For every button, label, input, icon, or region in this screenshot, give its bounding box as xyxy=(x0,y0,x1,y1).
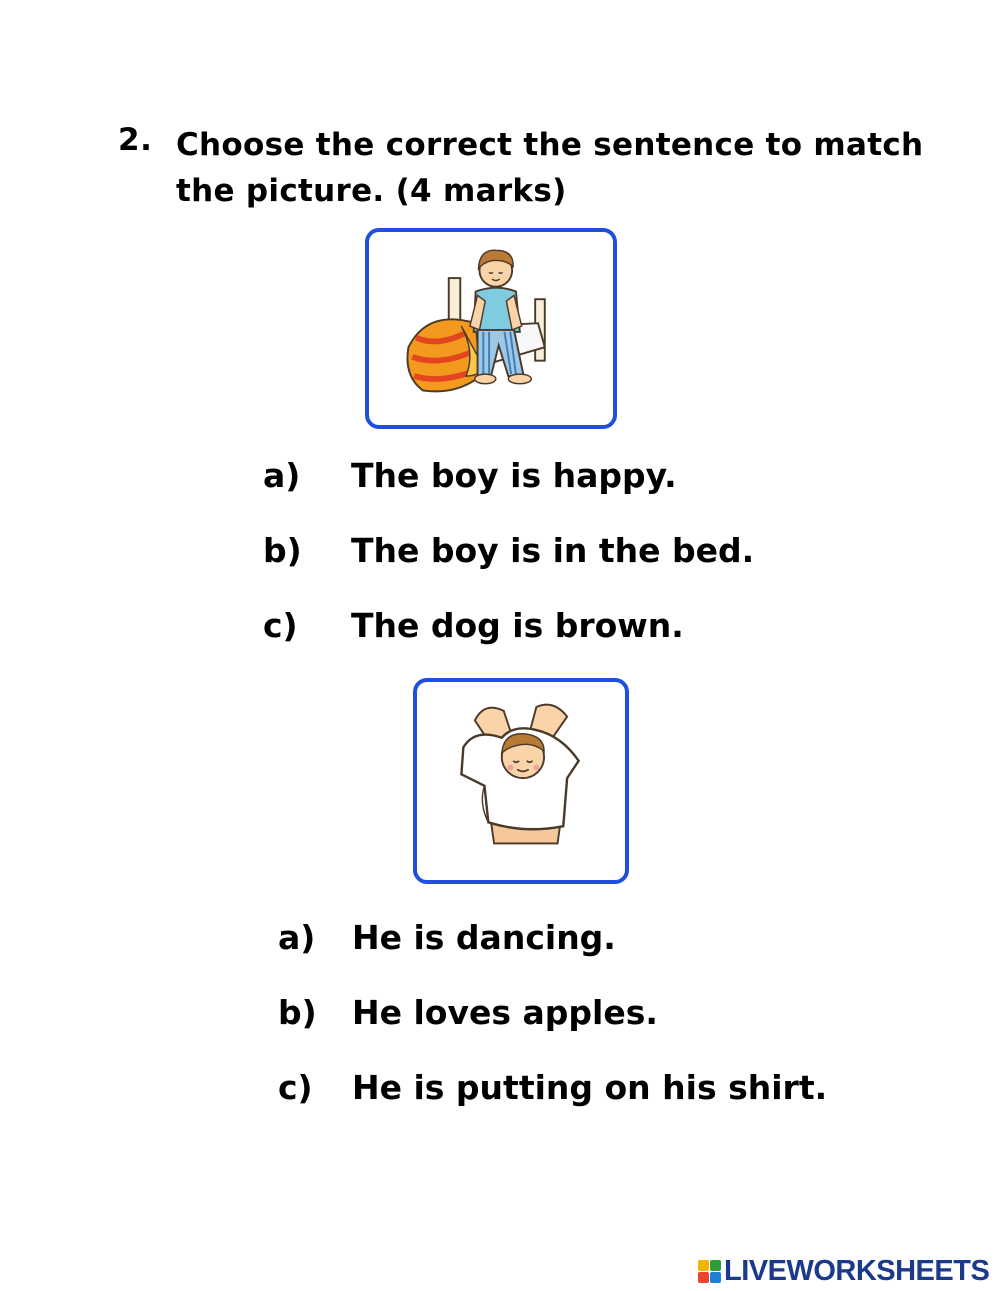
option-text: The boy is happy. xyxy=(351,456,677,495)
logo-text: LIVEWORKSHEETS xyxy=(724,1254,990,1287)
option-letter: b) xyxy=(263,531,302,570)
question-text: Choose the correct the sentence to match the picture. (4 marks) xyxy=(176,127,924,209)
logo-block xyxy=(698,1260,709,1271)
option-letter: a) xyxy=(263,456,301,495)
picture-boy-putting-on-shirt xyxy=(413,678,629,884)
option-text: He is dancing. xyxy=(352,918,616,957)
option-letter: b) xyxy=(278,993,317,1032)
question-number: 2. xyxy=(118,122,153,158)
liveworksheets-logo[interactable] xyxy=(698,1254,989,1288)
logo-blocks-icon xyxy=(698,1260,721,1283)
logo-block xyxy=(710,1272,721,1283)
logo-block xyxy=(710,1260,721,1271)
option-text: He is putting on his shirt. xyxy=(352,1068,828,1107)
option-text: The boy is in the bed. xyxy=(351,531,755,570)
picture-boy-sitting-on-bed xyxy=(365,228,617,429)
option-letter: c) xyxy=(278,1068,313,1107)
option-letter: a) xyxy=(278,918,316,957)
option-letter: c) xyxy=(263,606,298,645)
logo-block xyxy=(698,1272,709,1283)
option-text: He loves apples. xyxy=(352,993,658,1032)
option-text: The dog is brown. xyxy=(351,606,684,645)
